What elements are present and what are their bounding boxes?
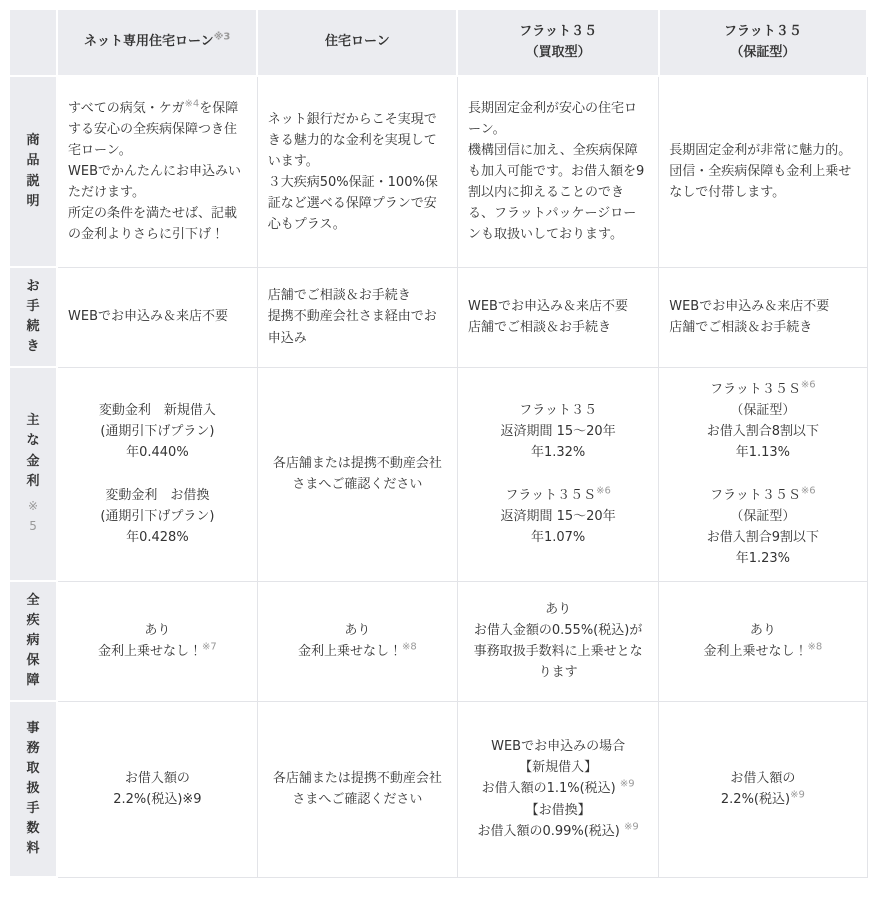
cell-line: 返済期間 15～20年 [500, 424, 616, 440]
cell-line: お借入額の [730, 770, 796, 786]
cell-product-description-col2 [257, 76, 457, 267]
cell-line [468, 485, 648, 506]
table-body [9, 76, 867, 877]
table-row-main-rates [9, 367, 867, 581]
cell-line: 返済期間 15～20年 [500, 508, 616, 524]
cell-procedures-col4 [659, 267, 867, 367]
row-label-handling-fee [9, 701, 57, 877]
row-label-procedures [9, 267, 57, 367]
table-row-product-description [9, 76, 867, 267]
cell-line: 【お借換】 [525, 802, 591, 818]
cell-line [669, 789, 856, 810]
row-label-text: 商品説明 [26, 133, 40, 209]
row-label-text: 全疾病保障 [26, 592, 40, 689]
column-header-label: フラット３５ [723, 24, 802, 40]
cell-text: を保障する安心の全疾病保障つき住宅ローン。 [68, 101, 239, 159]
cell-procedures-col1 [57, 267, 257, 367]
cell-line: あり [545, 601, 572, 617]
cell-text: お借入額の1.1%(税込) [481, 781, 620, 797]
cell-line: お借入割合9割以下 [706, 529, 819, 545]
cell-line: あり [144, 622, 171, 638]
column-header-flat35-guarantee [659, 9, 867, 76]
cell-line: 各店舗または提携不動産会社さまへご確認ください [272, 455, 442, 492]
cell-line: 所定の条件を満たせば、記載の金利よりさらに引下げ！ [68, 206, 238, 243]
cell-line: (通期引下げプラン) [100, 508, 215, 524]
footnote-ref: ※6 [800, 379, 816, 391]
cell-line: WEBでお申込み＆来店不要 [669, 298, 830, 314]
cell-main-rates-col1 [57, 367, 257, 581]
cell-text: 2.2%(税込) [720, 792, 791, 807]
footnote-ref: ※6 [596, 485, 611, 497]
cell-line: 長期固定金利が安心の住宅ローン。 [467, 101, 637, 138]
cell-line: お借入金額の0.55%(税込)が事務取扱手数料に上乗せとなります [473, 622, 643, 681]
cell-line: お借入額の [124, 770, 190, 786]
cell-line: 【新規借入】 [519, 760, 598, 776]
cell-line: 店舗でご相談＆お手続き [267, 288, 411, 304]
cell-line [669, 485, 856, 506]
cell-line: 店舗でご相談＆お手続き [669, 320, 813, 335]
cell-line: 年1.13% [735, 445, 791, 461]
cell-text: すべての病気・ケガ [68, 101, 185, 117]
header-row [9, 9, 867, 76]
cell-line: (通期引下げプラン) [100, 424, 215, 440]
footnote-ref: ※9 [624, 821, 639, 833]
loan-comparison-table [8, 8, 868, 878]
column-header-label: フラット３５ [519, 24, 597, 40]
cell-line: 年0.428% [126, 529, 189, 545]
cell-text: 金利上乗せなし！ [703, 644, 808, 659]
cell-line: （保証型） [730, 403, 796, 419]
cell-line: フラット３５ [519, 403, 597, 419]
cell-main-rates-col4 [659, 367, 867, 581]
cell-line: WEBでかんたんにお申込みいただけます。 [68, 164, 242, 201]
cell-line: （保証型） [730, 508, 796, 524]
cell-line: 2.2%(税込)※9 [113, 792, 202, 807]
column-header-sublabel: （保証型） [730, 44, 796, 60]
column-header-label: ネット専用住宅ローン [83, 34, 214, 50]
cell-line: 変動金利 新規借入 [98, 403, 216, 419]
cell-main-rates-col2 [257, 367, 457, 581]
cell-line: 店舗でご相談＆お手続き [467, 320, 611, 335]
row-label-product-description [9, 76, 57, 267]
table-header [9, 9, 867, 76]
cell-procedures-col2 [257, 267, 457, 367]
footnote-ref: ※7 [202, 641, 217, 653]
cell-line: 年1.07% [530, 529, 586, 545]
cell-line: ネット銀行だからこそ実現できる魅力的な金利を実現しています。 [267, 111, 437, 169]
footnote-ref: ※4 [184, 98, 200, 110]
row-label-all-disease-coverage [9, 581, 57, 701]
cell-product-description-col3 [457, 76, 658, 267]
cell-handling-fee-col3 [457, 701, 658, 877]
cell-line [68, 463, 247, 484]
cell-all-disease-coverage-col2 [257, 581, 457, 701]
cell-line [268, 641, 447, 662]
cell-line: ３大疾病50%保証・100%保証など選べる保障プランで安心もプラス。 [267, 174, 438, 232]
row-label-text: 主な金利 [26, 413, 40, 489]
cell-line [468, 778, 648, 799]
column-header-flat35-purchase [457, 9, 658, 76]
column-header-sublabel: （買取型） [525, 44, 591, 60]
column-header-net-exclusive-loan [57, 9, 257, 76]
cell-line [468, 463, 648, 484]
cell-procedures-col3 [457, 267, 658, 367]
table-row-all-disease-coverage [9, 581, 867, 701]
cell-line: 年0.440% [126, 445, 189, 461]
cell-line [468, 821, 648, 842]
table-row-procedures [9, 267, 867, 367]
cell-text: 金利上乗せなし！ [297, 644, 402, 659]
cell-line: WEBでお申込みの場合 [491, 739, 626, 755]
footnote-ref: ※8 [402, 641, 417, 653]
cell-main-rates-col3 [457, 367, 658, 581]
cell-handling-fee-col1 [57, 701, 257, 877]
footnote-ref: ※8 [807, 641, 823, 653]
cell-text: 金利上乗せなし！ [98, 644, 203, 659]
cell-line: 各店舗または提携不動産会社さまへご確認ください [272, 770, 442, 807]
cell-line: お借入割合8割以下 [706, 424, 819, 440]
cell-line [68, 98, 247, 161]
table-row-handling-fee [9, 701, 867, 877]
footnote-ref: ※5 [27, 498, 39, 534]
row-label-text: 事務取扱手数料 [26, 720, 40, 857]
cell-line: あり [344, 622, 371, 638]
footnote-ref: ※9 [619, 779, 635, 791]
cell-text: お借入額の0.99%(税込) [477, 823, 625, 839]
footnote-ref: ※6 [800, 485, 816, 497]
corner-cell [9, 9, 57, 76]
cell-all-disease-coverage-col3 [457, 581, 658, 701]
column-header-label: 住宅ローン [325, 34, 390, 50]
cell-all-disease-coverage-col4 [659, 581, 867, 701]
cell-handling-fee-col4 [659, 701, 867, 877]
cell-text: フラット３５Ｓ [710, 382, 801, 398]
cell-line: 機構団信に加え、全疾病保障も加入可能です。お借入額を9割以内に抑えることのできる、フラットパッケージローンも取扱いしております。 [467, 143, 645, 243]
row-label-main-rates [9, 367, 57, 581]
cell-all-disease-coverage-col1 [57, 581, 257, 701]
cell-line [68, 641, 247, 662]
cell-text: フラット３５Ｓ [710, 487, 801, 503]
row-label-text: お手続き [26, 278, 40, 355]
cell-line: 年1.32% [530, 445, 586, 461]
cell-line [669, 379, 856, 400]
cell-line [669, 463, 856, 484]
cell-product-description-col1 [57, 76, 257, 267]
cell-handling-fee-col2 [257, 701, 457, 877]
cell-line: WEBでお申込み＆来店不要 [68, 309, 229, 325]
cell-product-description-col4 [659, 76, 867, 267]
footnote-ref: ※3 [213, 32, 231, 44]
cell-line: 変動金利 お借換 [105, 487, 210, 503]
cell-line: 長期固定金利が非常に魅力的。 [669, 143, 852, 159]
cell-line: 年1.23% [735, 550, 791, 566]
cell-line: あり [749, 622, 776, 638]
cell-line: WEBでお申込み＆来店不要 [467, 298, 628, 314]
column-header-housing-loan [257, 9, 457, 76]
cell-line: 提携不動産会社さま経由でお申込み [267, 309, 437, 346]
cell-line [669, 641, 856, 662]
cell-text: フラット３５Ｓ [505, 487, 597, 503]
footnote-ref: ※9 [790, 789, 805, 801]
cell-line: 団信・全疾病保障も金利上乗せなしで付帯します。 [669, 164, 852, 201]
